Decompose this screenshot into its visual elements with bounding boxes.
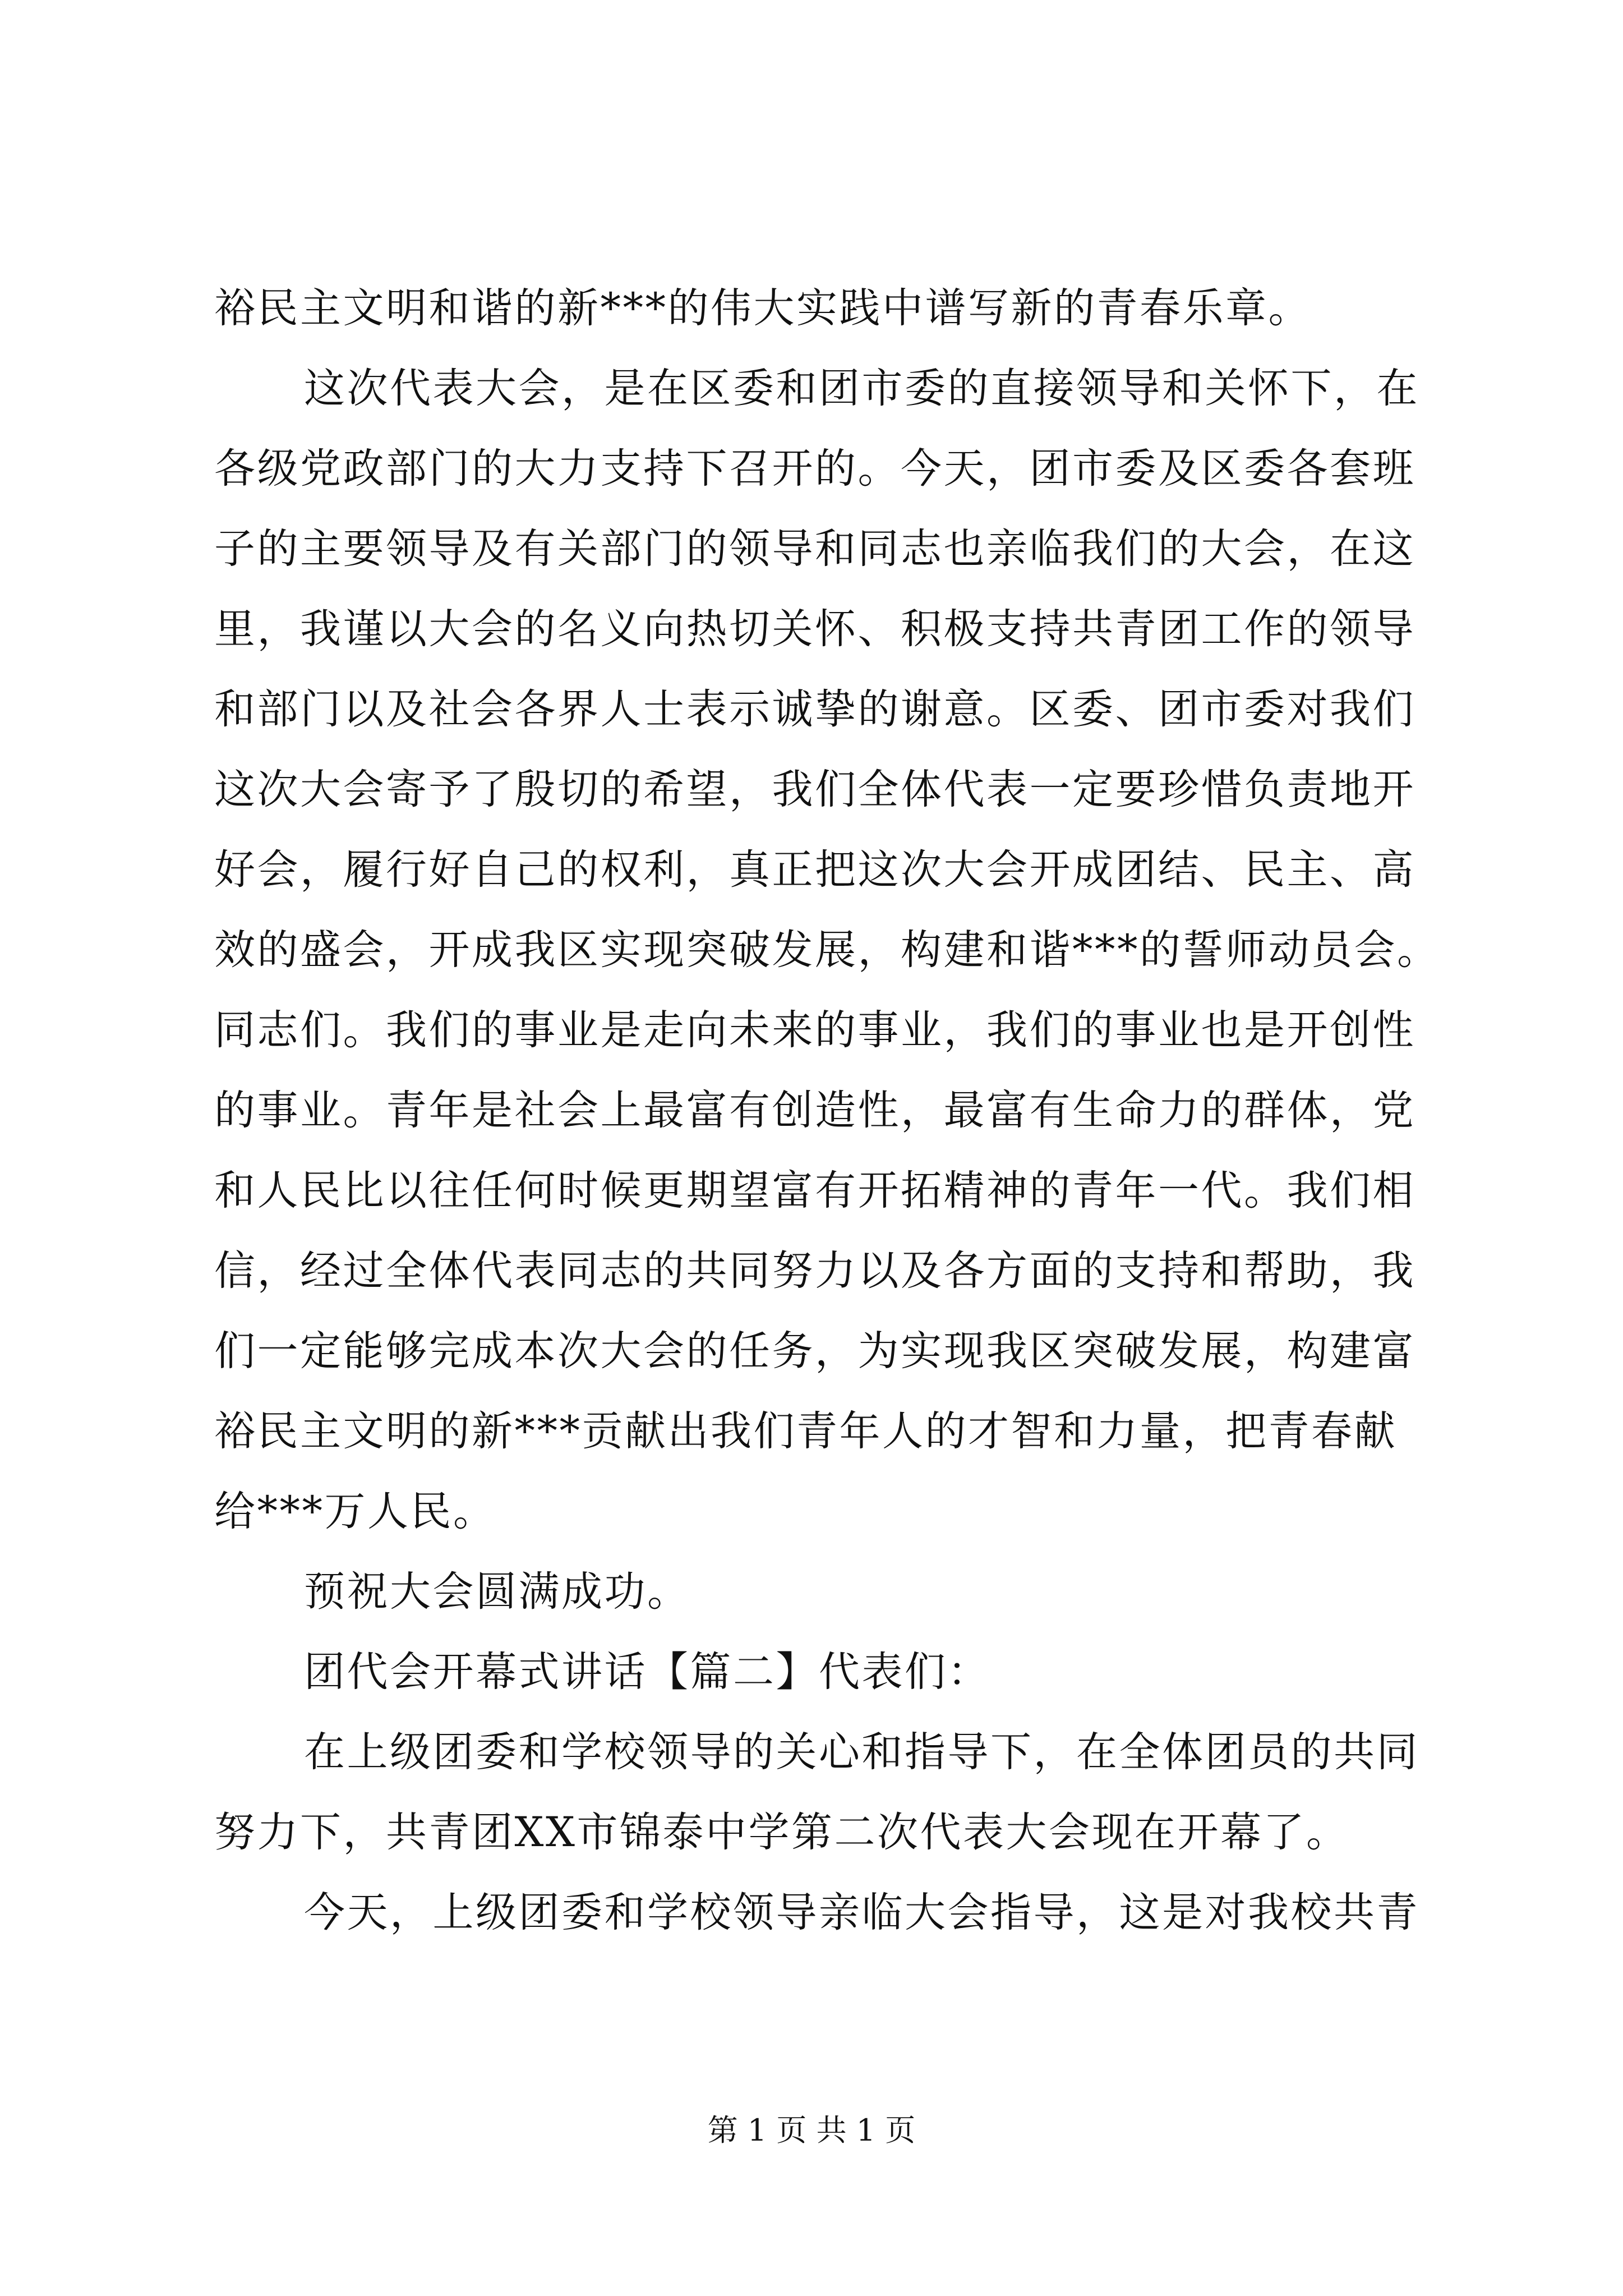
text-line: 们一定能够完成本次大会的任务，为实现我区突破发展，构建富 bbox=[214, 1327, 1415, 1375]
text-line: 今天，上级团委和学校领导亲临大会指导，这是对我校共青 bbox=[304, 1889, 1419, 1936]
page-number-footer: 第 1 页 共 1 页 bbox=[707, 2113, 916, 2148]
text-line: 在上级团委和学校领导的关心和指导下，在全体团员的共同 bbox=[304, 1728, 1419, 1776]
text-line: 各级党政部门的大力支持下召开的。今天，团市委及区委各套班 bbox=[214, 445, 1415, 493]
text-line: 给***万人民。 bbox=[214, 1488, 496, 1535]
text-line: 努力下，共青团XX市锦泰中学第二次代表大会现在开幕了。 bbox=[214, 1809, 1349, 1856]
text-line: 预祝大会圆满成功。 bbox=[304, 1568, 690, 1616]
text-line: 子的主要领导及有关部门的领导和同志也亲临我们的大会，在这 bbox=[214, 525, 1415, 573]
text-line: 好会，履行好自己的权利，真正把这次大会开成团结、民主、高 bbox=[214, 846, 1415, 894]
text-line: 里，我谨以大会的名义向热切关怀、积极支持共青团工作的领导 bbox=[214, 605, 1415, 653]
text-line: 裕民主文明的新***贡献出我们青年人的才智和力量，把青春献 bbox=[214, 1407, 1397, 1455]
document-body bbox=[214, 268, 1440, 1953]
text-line: 这次大会寄予了殷切的希望，我们全体代表一定要珍惜负责地开 bbox=[214, 766, 1415, 813]
text-line: 和人民比以往任何时候更期望富有开拓精神的青年一代。我们相 bbox=[214, 1167, 1415, 1214]
text-line: 的事业。青年是社会上最富有创造性，最富有生命力的群体，党 bbox=[214, 1087, 1415, 1134]
text-line: 信，经过全体代表同志的共同努力以及各方面的支持和帮助，我 bbox=[214, 1247, 1415, 1295]
section-heading-line: 团代会开幕式讲话【篇二】代表们： bbox=[304, 1648, 990, 1696]
text-line: 效的盛会，开成我区实现突破发展，构建和谐***的誓师动员会。 bbox=[214, 926, 1440, 974]
text-line: 和部门以及社会各界人士表示诚挚的谢意。区委、团市委对我们 bbox=[214, 685, 1415, 733]
text-line: 裕民主文明和谐的新***的伟大实践中谱写新的青春乐章。 bbox=[214, 284, 1311, 332]
text-line: 同志们。我们的事业是走向未来的事业，我们的事业也是开创性 bbox=[214, 1006, 1415, 1054]
text-line: 这次代表大会，是在区委和团市委的直接领导和关怀下，在 bbox=[304, 365, 1419, 412]
